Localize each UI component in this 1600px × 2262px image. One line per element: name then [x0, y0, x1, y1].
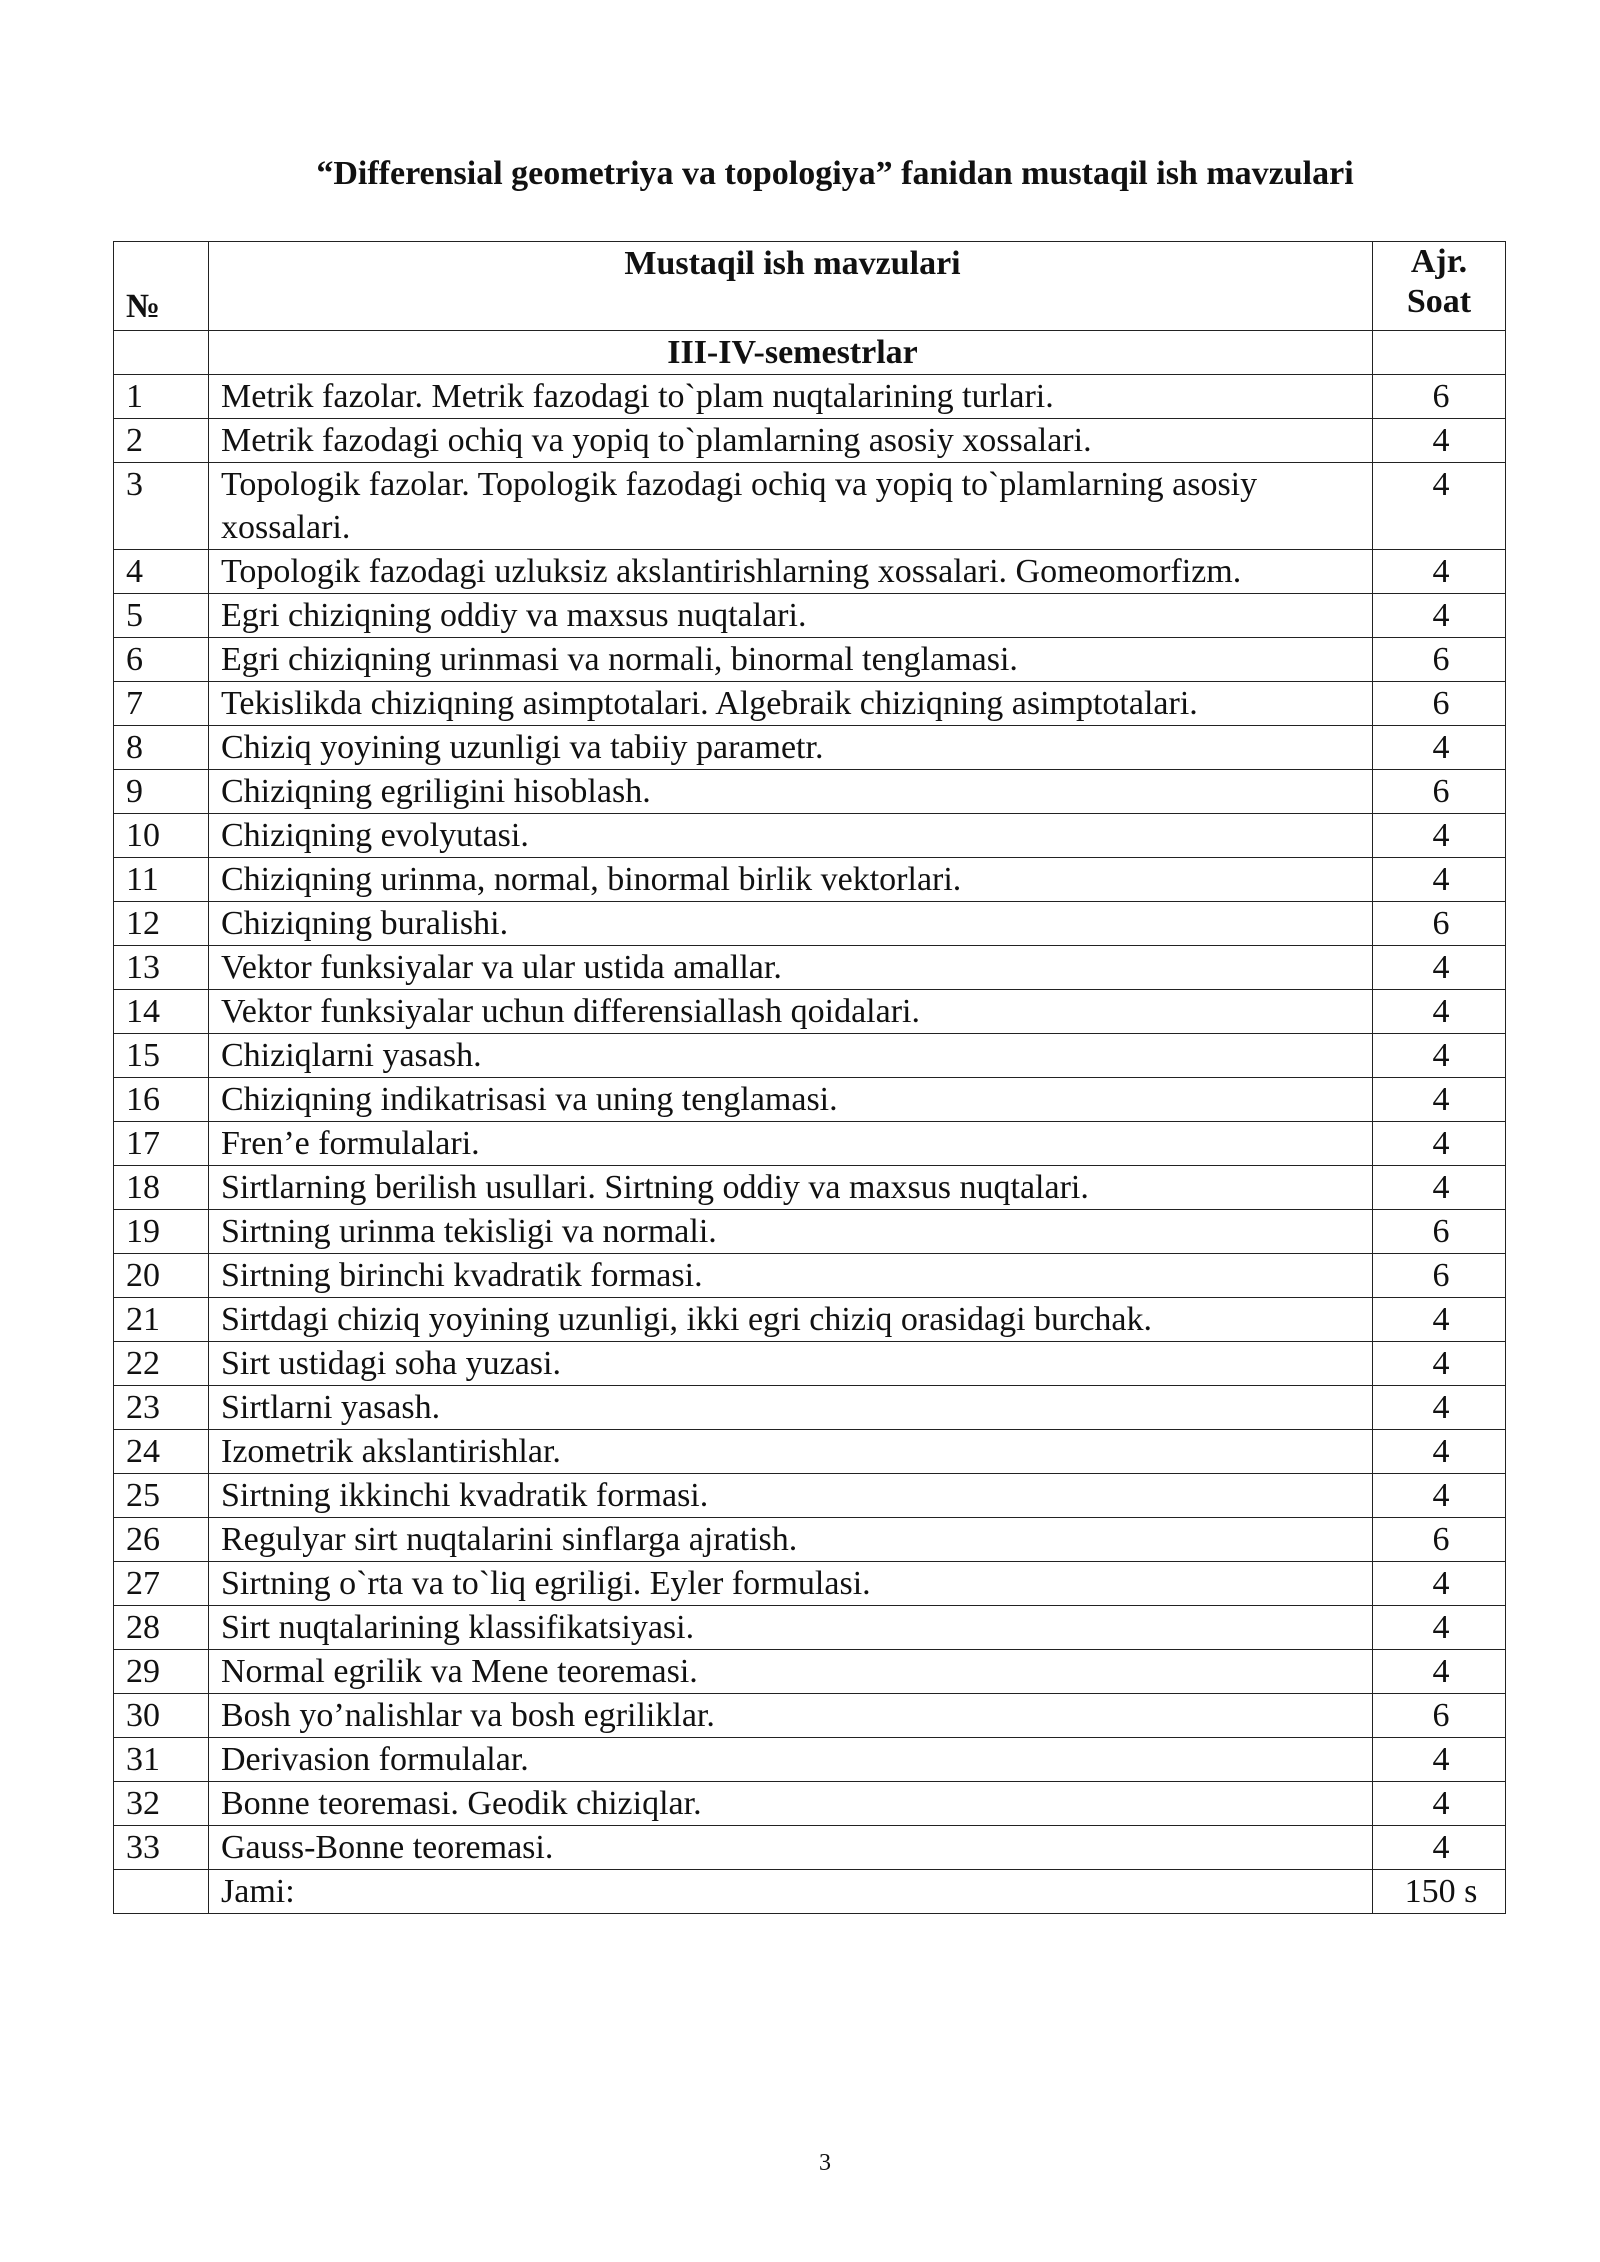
page-number: 3	[819, 2150, 831, 2176]
row-number: 16	[114, 1078, 209, 1122]
row-number: 33	[114, 1826, 209, 1870]
row-topic: Chiziqning urinma, normal, binormal birlik vektorlari.	[209, 858, 1373, 902]
table-row	[114, 814, 1506, 858]
row-hours: 4	[1373, 1826, 1506, 1870]
row-number: 25	[114, 1474, 209, 1518]
row-hours: 4	[1373, 419, 1506, 463]
header-hours-line1: Ajr.	[1410, 243, 1468, 280]
row-hours: 4	[1373, 814, 1506, 858]
header-hours	[1373, 242, 1506, 331]
table-row	[114, 902, 1506, 946]
row-number: 4	[114, 550, 209, 594]
row-number: 1	[114, 375, 209, 419]
row-number: 15	[114, 1034, 209, 1078]
row-number: 18	[114, 1166, 209, 1210]
row-hours: 6	[1373, 1518, 1506, 1562]
row-number: 14	[114, 990, 209, 1034]
row-hours: 4	[1373, 1122, 1506, 1166]
table-row	[114, 1298, 1506, 1342]
total-empty-cell	[114, 1870, 209, 1914]
row-number: 12	[114, 902, 209, 946]
row-topic: Vektor funksiyalar va ular ustida amallar.	[209, 946, 1373, 990]
table-row	[114, 1078, 1506, 1122]
row-topic: Sirtlarning berilish usullari. Sirtning oddiy va maxsus nuqtalari.	[209, 1166, 1373, 1210]
row-topic: Topologik fazolar. Topologik fazodagi ochiq va yopiq to`plamlarning asosiy xossalari.	[209, 463, 1373, 550]
table-header-row	[114, 242, 1506, 331]
row-topic: Chiziq yoyining uzunligi va tabiiy parametr.	[209, 726, 1373, 770]
row-topic: Tekislikda chiziqning asimptotalari. Algebraik chiziqning asimptotalari.	[209, 682, 1373, 726]
table-row	[114, 1650, 1506, 1694]
row-hours: 4	[1373, 1430, 1506, 1474]
row-hours: 4	[1373, 946, 1506, 990]
row-number: 32	[114, 1782, 209, 1826]
document-title: “Differensial geometriya va topologiya” fanidan mustaqil ish mavzulari	[316, 155, 1354, 192]
row-topic: Fren’e formulalari.	[209, 1122, 1373, 1166]
row-hours: 6	[1373, 1694, 1506, 1738]
row-topic: Metrik fazolar. Metrik fazodagi to`plam nuqtalarining turlari.	[209, 375, 1373, 419]
row-number: 23	[114, 1386, 209, 1430]
row-topic: Topologik fazodagi uzluksiz akslantirishlarning xossalari. Gomeomorfizm.	[209, 550, 1373, 594]
semester-row	[114, 331, 1506, 375]
row-number: 21	[114, 1298, 209, 1342]
row-number: 31	[114, 1738, 209, 1782]
row-hours: 6	[1373, 375, 1506, 419]
table-row	[114, 1562, 1506, 1606]
table-row	[114, 1606, 1506, 1650]
table-row	[114, 1210, 1506, 1254]
row-topic: Sirt ustidagi soha yuzasi.	[209, 1342, 1373, 1386]
row-hours: 4	[1373, 463, 1506, 550]
row-number: 19	[114, 1210, 209, 1254]
row-topic: Chiziqlarni yasash.	[209, 1034, 1373, 1078]
row-hours: 4	[1373, 858, 1506, 902]
table-row	[114, 1342, 1506, 1386]
row-topic: Sirtdagi chiziq yoyining uzunligi, ikki egri chiziq orasidagi burchak.	[209, 1298, 1373, 1342]
row-number: 17	[114, 1122, 209, 1166]
semester-empty-hours	[1373, 331, 1506, 375]
row-hours: 6	[1373, 682, 1506, 726]
row-hours: 6	[1373, 770, 1506, 814]
row-hours: 4	[1373, 1342, 1506, 1386]
row-hours: 4	[1373, 1386, 1506, 1430]
table-row	[114, 1122, 1506, 1166]
row-topic: Sirtning urinma tekisligi va normali.	[209, 1210, 1373, 1254]
row-topic: Vektor funksiyalar uchun differensiallash qoidalari.	[209, 990, 1373, 1034]
table-row	[114, 463, 1506, 550]
total-label: Jami:	[209, 1870, 1373, 1914]
table-row	[114, 770, 1506, 814]
table-row	[114, 1166, 1506, 1210]
table-row	[114, 1386, 1506, 1430]
total-row	[114, 1870, 1506, 1914]
table-row	[114, 638, 1506, 682]
row-number: 20	[114, 1254, 209, 1298]
table-row	[114, 1430, 1506, 1474]
row-hours: 6	[1373, 638, 1506, 682]
table-body	[114, 331, 1506, 1870]
table-row	[114, 1738, 1506, 1782]
row-number: 28	[114, 1606, 209, 1650]
row-hours: 4	[1373, 1782, 1506, 1826]
table-row	[114, 990, 1506, 1034]
row-topic: Izometrik akslantirishlar.	[209, 1430, 1373, 1474]
row-topic: Sirtning ikkinchi kvadratik formasi.	[209, 1474, 1373, 1518]
row-hours: 6	[1373, 1254, 1506, 1298]
row-hours: 4	[1373, 1166, 1506, 1210]
topics-table	[113, 241, 1506, 1914]
row-topic: Metrik fazodagi ochiq va yopiq to`plamlarning asosiy xossalari.	[209, 419, 1373, 463]
row-hours: 4	[1373, 1650, 1506, 1694]
row-topic: Bosh yo’nalishlar va bosh egriliklar.	[209, 1694, 1373, 1738]
row-topic: Gauss-Bonne teoremasi.	[209, 1826, 1373, 1870]
table-row	[114, 550, 1506, 594]
row-topic: Egri chiziqning urinmasi va normali, binormal tenglamasi.	[209, 638, 1373, 682]
row-number: 13	[114, 946, 209, 990]
row-topic: Bonne teoremasi. Geodik chiziqlar.	[209, 1782, 1373, 1826]
table-row	[114, 1254, 1506, 1298]
row-number: 8	[114, 726, 209, 770]
row-hours: 4	[1373, 726, 1506, 770]
header-hours-line2: Soat	[1406, 283, 1472, 320]
row-topic: Chiziqning evolyutasi.	[209, 814, 1373, 858]
table-row	[114, 1782, 1506, 1826]
table-row	[114, 1518, 1506, 1562]
table-row	[114, 1034, 1506, 1078]
row-topic: Derivasion formulalar.	[209, 1738, 1373, 1782]
row-number: 3	[114, 463, 209, 550]
row-topic: Chiziqning egriligini hisoblash.	[209, 770, 1373, 814]
row-hours: 4	[1373, 550, 1506, 594]
row-topic: Sirtning birinchi kvadratik formasi.	[209, 1254, 1373, 1298]
semester-empty-cell	[114, 331, 209, 375]
table-row	[114, 858, 1506, 902]
row-number: 11	[114, 858, 209, 902]
table-row	[114, 419, 1506, 463]
table-row	[114, 1694, 1506, 1738]
table-row	[114, 682, 1506, 726]
row-hours: 4	[1373, 1298, 1506, 1342]
row-topic: Chiziqning buralishi.	[209, 902, 1373, 946]
total-hours: 150 s	[1373, 1870, 1506, 1914]
row-hours: 4	[1373, 594, 1506, 638]
table-row	[114, 1474, 1506, 1518]
header-topic: Mustaqil ish mavzulari	[209, 242, 1373, 331]
row-hours: 4	[1373, 1034, 1506, 1078]
row-hours: 6	[1373, 1210, 1506, 1254]
row-number: 6	[114, 638, 209, 682]
table-row	[114, 946, 1506, 990]
table-row	[114, 594, 1506, 638]
table-row	[114, 375, 1506, 419]
row-topic: Egri chiziqning oddiy va maxsus nuqtalari.	[209, 594, 1373, 638]
row-hours: 6	[1373, 902, 1506, 946]
row-topic: Normal egrilik va Mene teoremasi.	[209, 1650, 1373, 1694]
row-topic: Sirtlarni yasash.	[209, 1386, 1373, 1430]
row-number: 27	[114, 1562, 209, 1606]
semester-label: III-IV-semestrlar	[209, 331, 1373, 375]
row-topic: Regulyar sirt nuqtalarini sinflarga ajratish.	[209, 1518, 1373, 1562]
row-hours: 4	[1373, 1738, 1506, 1782]
row-hours: 4	[1373, 1474, 1506, 1518]
row-number: 9	[114, 770, 209, 814]
row-number: 30	[114, 1694, 209, 1738]
row-number: 2	[114, 419, 209, 463]
row-number: 24	[114, 1430, 209, 1474]
row-hours: 4	[1373, 1562, 1506, 1606]
row-number: 26	[114, 1518, 209, 1562]
row-number: 10	[114, 814, 209, 858]
row-number: 22	[114, 1342, 209, 1386]
row-topic: Chiziqning indikatrisasi va uning tenglamasi.	[209, 1078, 1373, 1122]
row-number: 29	[114, 1650, 209, 1694]
row-hours: 4	[1373, 990, 1506, 1034]
header-number: №	[114, 242, 209, 331]
row-number: 7	[114, 682, 209, 726]
row-hours: 4	[1373, 1606, 1506, 1650]
row-topic: Sirt nuqtalarining klassifikatsiyasi.	[209, 1606, 1373, 1650]
row-topic: Sirtning o`rta va to`liq egriligi. Eyler formulasi.	[209, 1562, 1373, 1606]
table-row	[114, 1826, 1506, 1870]
table-row	[114, 726, 1506, 770]
row-hours: 4	[1373, 1078, 1506, 1122]
row-number: 5	[114, 594, 209, 638]
